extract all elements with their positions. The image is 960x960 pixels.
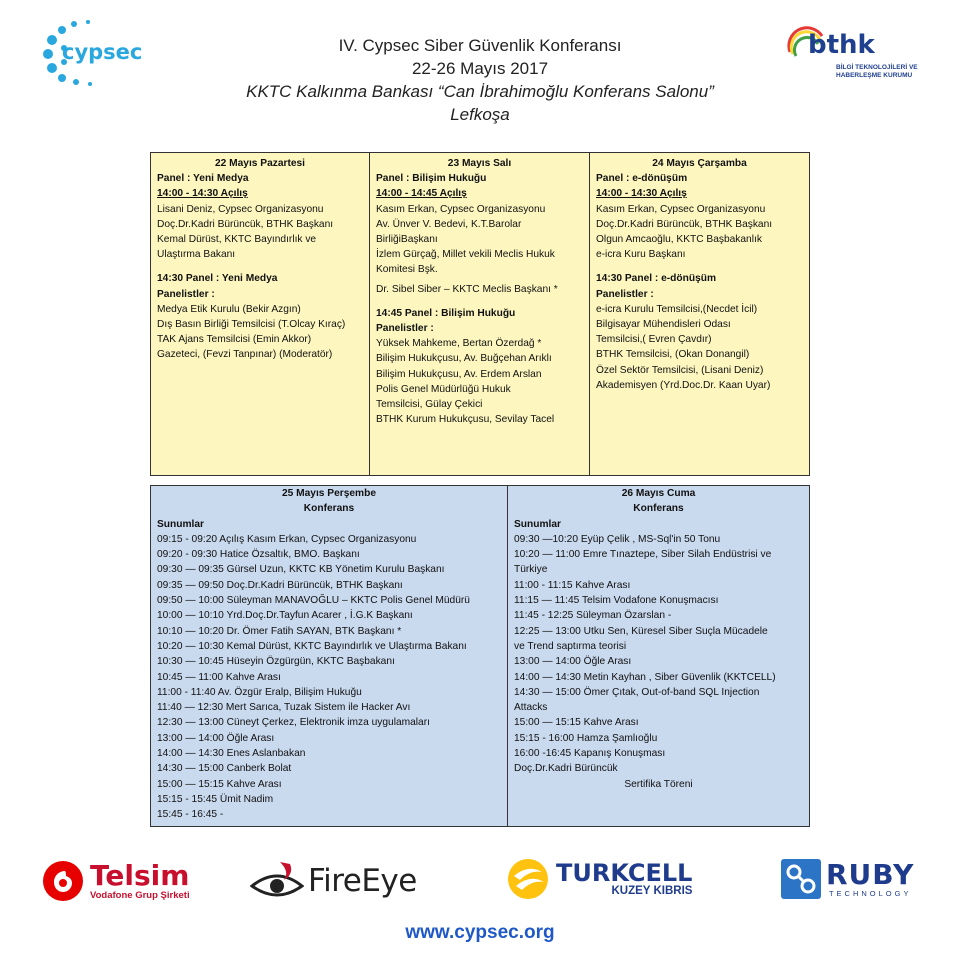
- schedule-item: 14:00 — 14:30 Metin Kayhan , Siber Güvenlik (KKTCELL): [514, 671, 776, 683]
- conference-dates: 22-26 Mayıs 2017: [411, 59, 549, 78]
- panelists-label: Panelistler :: [157, 288, 215, 300]
- schedule-item: 11:00 - 11:15 Kahve Arası: [514, 579, 631, 591]
- speaker-line: Ulaştırma Bakanı: [157, 249, 236, 261]
- vodafone-icon: [42, 860, 84, 902]
- schedule-item: 09:30 — 09:35 Gürsel Uzun, KKTC KB Yönetim Kurulu Başkanı: [157, 564, 445, 576]
- conference-venue: KKTC Kalkınma Bankası “Can İbrahimoğlu Konferans Salonu”: [246, 82, 714, 101]
- schedule-item: Türkiye: [514, 564, 548, 576]
- panelists-label: Panelistler :: [376, 323, 434, 335]
- fireeye-logo: [250, 858, 417, 904]
- certificate-ceremony: Sertifika Töreni: [624, 778, 693, 790]
- panel-schedule-grid: [150, 152, 810, 476]
- schedule-item: 09:35 — 09:50 Doç.Dr.Kadri Bürüncük, BTHK Başkanı: [157, 579, 403, 591]
- schedule-item: 12:30 — 13:00 Cüneyt Çerkez, Elektronik imza uygulamaları: [157, 717, 430, 729]
- bthk-sub-line1: BİLGİ TEKNOLOJİLERİ VE: [836, 64, 918, 71]
- speaker-line: Lisani Deniz, Cypsec Organizasyonu: [157, 203, 324, 215]
- session-time: 14:00 - 14:30 Açılış: [596, 188, 687, 200]
- schedule-item: 10:00 — 10:10 Yrd.Doç.Dr.Tayfun Acarer , İ.G.K Başkanı: [157, 610, 413, 622]
- panelist-line: BTHK Kurum Hukukçusu, Sevilay Tacel: [376, 414, 555, 426]
- panel-title: 14:30 Panel : Yeni Medya: [157, 273, 278, 285]
- panelist-line: Bilişim Hukukçusu, Av. Buğçehan Arıklı: [376, 353, 552, 365]
- presentation-list: [514, 532, 803, 777]
- cypsec-logo-text: cypsec: [62, 40, 143, 64]
- panel-title: Panel : e-dönüşüm: [596, 173, 688, 185]
- speaker-line: Dr. Sibel Siber – KKTC Meclis Başkanı *: [376, 283, 558, 295]
- panelist-line: BTHK Temsilcisi, (Okan Donangil): [596, 349, 750, 361]
- telsim-subtitle: Vodafone Grup Şirketi: [90, 889, 190, 901]
- day-column-friday: [508, 486, 809, 826]
- panelist-line: Temsilcisi,( Evren Çavdır): [596, 334, 712, 346]
- schedule-item: ve Trend saptırma teorisi: [514, 640, 627, 652]
- panel-title: Panel : Yeni Medya: [157, 173, 249, 185]
- bthk-logo-text: bthk: [808, 30, 875, 60]
- schedule-item: 09:30 —10:20 Eyüp Çelik , MS-Sql'in 50 Tonu: [514, 533, 721, 545]
- bthk-sub-line2: HABERLEŞME KURUMU: [836, 72, 913, 79]
- panel-title: 14:45 Panel : Bilişim Hukuğu: [376, 307, 516, 319]
- speaker-line: Kasım Erkan, Cypsec Organizasyonu: [376, 203, 546, 215]
- conference-city: Lefkoşa: [450, 105, 510, 124]
- panelist-line: Gazeteci, (Fevzi Tanpınar) (Moderatör): [157, 349, 333, 361]
- sunumlar-label: Sunumlar: [514, 518, 561, 530]
- speaker-line: e-icra Kuru Başkanı: [596, 249, 686, 261]
- speaker-line: İzlem Gürçağ, Millet vekili Meclis Hukuk: [376, 249, 555, 261]
- schedule-item: 11:00 - 11:40 Av. Özgür Eralp, Bilişim Hukuğu: [157, 686, 362, 698]
- telsim-logo: [42, 860, 190, 902]
- day-title: 25 Mayıs Perşembe: [281, 488, 376, 499]
- panelist-line: Polis Genel Müdürlüğü Hukuk: [376, 383, 511, 395]
- speaker-line: Doç.Dr.Kadri Bürüncük, BTHK Başkanı: [157, 218, 334, 230]
- telsim-name: Telsim: [90, 858, 190, 892]
- schedule-item: 14:30 — 15:00 Canberk Bolat: [157, 763, 292, 775]
- schedule-item: 15:00 — 15:15 Kahve Arası: [157, 778, 282, 790]
- schedule-item: 10:45 — 11:00 Kahve Arası: [157, 671, 281, 683]
- session-time: 14:00 - 14:45 Açılış: [376, 188, 467, 200]
- schedule-item: 13:00 — 14:00 Öğle Arası: [514, 656, 632, 668]
- panelist-line: TAK Ajans Temsilcisi (Emin Akkor): [157, 334, 312, 346]
- conference-header: [0, 34, 960, 126]
- schedule-item: 11:40 — 12:30 Mert Sarıca, Tuzak Sistem ile Hacker Avı: [157, 702, 411, 714]
- speaker-line: Olgun Amcaoğlu, KKTC Başbakanlık: [596, 234, 762, 246]
- schedule-item: 16:00 -16:45 Kapanış Konuşması: [514, 748, 666, 760]
- turkcell-name: TURKCELL: [556, 859, 693, 887]
- ruby-cube-icon: [780, 858, 822, 900]
- schedule-item: Attacks: [514, 702, 548, 714]
- schedule-item: 11:15 — 11:45 Telsim Vodafone Konuşmacısı: [514, 595, 719, 607]
- panelist-line: Medya Etik Kurulu (Bekir Azgın): [157, 303, 301, 315]
- speaker-line: BirliğiBaşkanı: [376, 234, 438, 246]
- day-column-tuesday: [370, 153, 590, 475]
- ruby-subtitle: TECHNOLOGY: [828, 888, 912, 898]
- schedule-item: 14:30 — 15:00 Ömer Çıtak, Out-of-band SQL Injection: [514, 686, 760, 698]
- day-column-wednesday: [590, 153, 809, 475]
- schedule-item: Doç.Dr.Kadri Bürüncük: [514, 763, 618, 775]
- schedule-item: 12:25 — 13:00 Utku Sen, Küresel Siber Suçla Mücadele: [514, 625, 768, 637]
- schedule-item: 10:20 — 10:30 Kemal Dürüst, KKTC Bayındırlık ve Ulaştırma Bakanı: [157, 640, 467, 652]
- day-title: 22 Mayıs Pazartesi: [214, 158, 306, 169]
- schedule-item: 15:45 - 16:45 -: [157, 809, 224, 821]
- presentation-list: [157, 532, 501, 823]
- fireeye-name: FireEye: [308, 863, 417, 899]
- schedule-item: 10:10 — 10:20 Dr. Ömer Fatih SAYAN, BTK Başkanı *: [157, 625, 402, 637]
- schedule-item: 14:00 — 14:30 Enes Aslanbakan: [157, 748, 306, 760]
- conference-schedule-grid: [150, 485, 810, 827]
- schedule-item: 13:00 — 14:00 Öğle Arası: [157, 732, 275, 744]
- day-subtitle: Konferans: [303, 503, 355, 515]
- panelist-line: Dış Basın Birliği Temsilcisi (T.Olcay Kıraç): [157, 319, 346, 331]
- schedule-item: 11:45 - 12:25 Süleyman Özarslan -: [514, 610, 672, 622]
- panel-title: Panel : Bilişim Hukuğu: [376, 173, 487, 185]
- schedule-item: 15:15 - 15:45 Ümit Nadim: [157, 793, 274, 805]
- schedule-item: 09:20 - 09:30 Hatice Özsaltık, BMO. Başkanı: [157, 549, 360, 561]
- day-column-monday: [151, 153, 370, 475]
- sponsor-bar: [0, 852, 960, 912]
- fireeye-eye-icon: [250, 858, 304, 904]
- schedule-item: 09:50 — 10:00 Süleyman MANAVOĞLU – KKTC Polis Genel Müdürü: [157, 595, 470, 607]
- schedule-item: 10:20 — 11:00 Emre Tınaztepe, Siber Silah Endüstrisi ve: [514, 549, 772, 561]
- schedule-item: 15:15 - 16:00 Hamza Şamlıoğlu: [514, 732, 658, 744]
- ruby-logo: [780, 858, 914, 900]
- schedule-item: 09:15 - 09:20 Açılış Kasım Erkan, Cypsec Organizasyonu: [157, 533, 417, 545]
- turkcell-logo: [506, 856, 692, 902]
- speaker-line: Av. Ünver V. Bedevi, K.T.Barolar: [376, 218, 522, 230]
- day-title: 26 Mayıs Cuma: [621, 488, 696, 499]
- day-title: 23 Mayıs Salı: [447, 158, 512, 169]
- ruby-name: RUBY: [826, 857, 915, 891]
- speaker-line: Komitesi Bşk.: [376, 264, 438, 276]
- panelist-line: e-icra Kurulu Temsilcisi,(Necdet İcil): [596, 303, 758, 315]
- day-subtitle: Konferans: [633, 503, 684, 515]
- website-link[interactable]: www.cypsec.org: [405, 922, 555, 943]
- turkcell-icon: [506, 856, 552, 902]
- speaker-line: Doç.Dr.Kadri Bürüncük, BTHK Başkanı: [596, 218, 773, 230]
- panelist-line: Yüksek Mahkeme, Bertan Özerdağ *: [376, 338, 542, 350]
- panel-title: 14:30 Panel : e-dönüşüm: [596, 273, 717, 285]
- panelist-line: Bilişim Hukukçusu, Av. Erdem Arslan: [376, 368, 542, 380]
- conference-title: IV. Cypsec Siber Güvenlik Konferansı: [338, 36, 622, 55]
- session-time: 14:00 - 14:30 Açılış: [157, 188, 248, 200]
- panelist-line: Özel Sektör Temsilcisi, (Lisani Deniz): [596, 364, 764, 376]
- panelist-line: Temsilcisi, Gülay Çekici: [376, 399, 483, 411]
- panelist-line: Bilgisayar Mühendisleri Odası: [596, 319, 731, 331]
- turkcell-subtitle: KUZEY KIBRIS: [611, 885, 693, 897]
- panelists-label: Panelistler :: [596, 288, 654, 300]
- day-title: 24 Mayıs Çarşamba: [652, 158, 747, 169]
- panelist-line: Akademisyen (Yrd.Doc.Dr. Kaan Uyar): [596, 379, 771, 391]
- day-column-thursday: [151, 486, 508, 826]
- schedule-item: 15:00 — 15:15 Kahve Arası: [514, 717, 639, 729]
- speaker-line: Kasım Erkan, Cypsec Organizasyonu: [596, 203, 766, 215]
- schedule-item: 10:30 — 10:45 Hüseyin Özgürgün, KKTC Başbakanı: [157, 656, 395, 668]
- speaker-line: Kemal Dürüst, KKTC Bayındırlık ve: [157, 234, 317, 246]
- sunumlar-label: Sunumlar: [157, 518, 204, 530]
